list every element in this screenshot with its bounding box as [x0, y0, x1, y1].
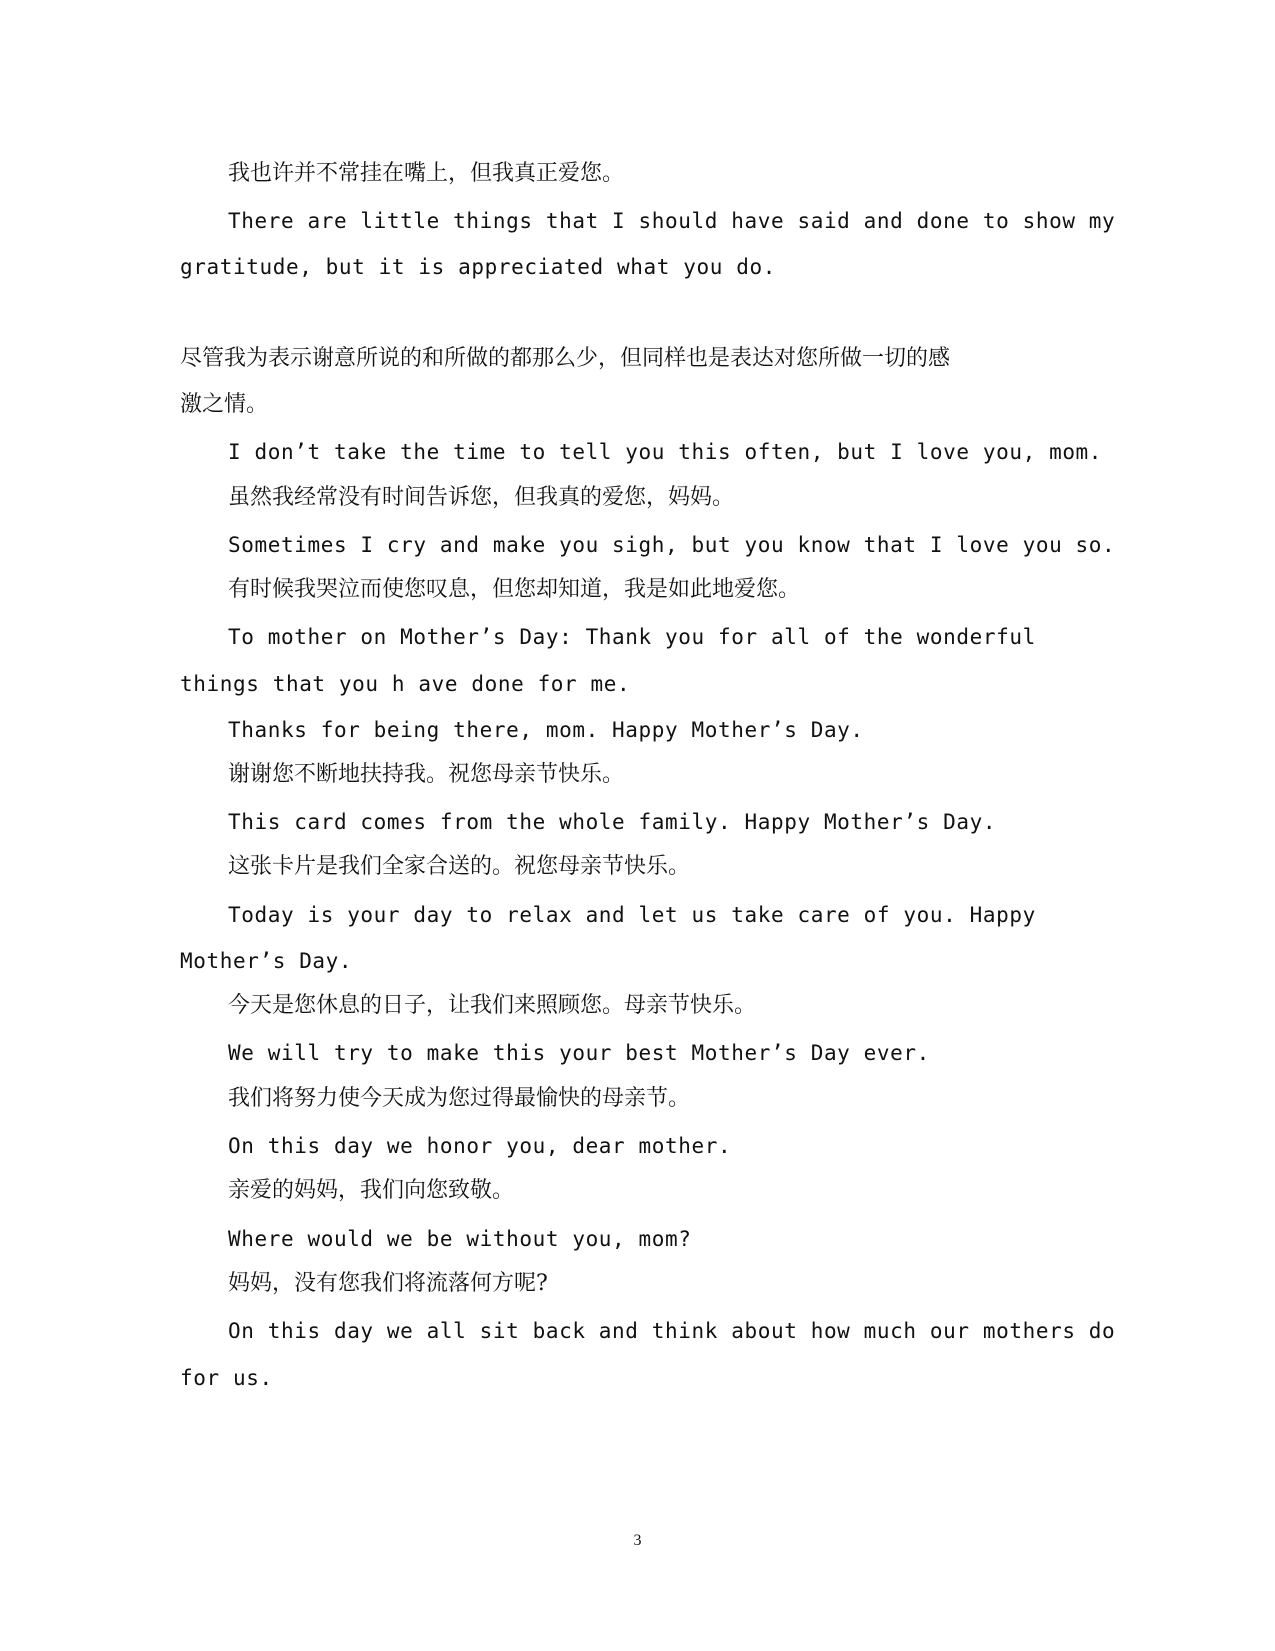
text-line: We will try to make this your best Mother’s Day ever. [228, 1041, 930, 1065]
text-line: 有时候我哭泣而使您叹息，但您却知道，我是如此地爱您。 [228, 577, 801, 602]
text-line: I don’t take the time to tell you this often, but I love you, mom. [228, 440, 1103, 464]
text-line: There are little things that I should have said and done to show my [228, 209, 1116, 233]
text-line: On this day we all sit back and think about how much our mothers do [228, 1319, 1116, 1343]
text-line: 这张卡片是我们全家合送的。祝您母亲节快乐。 [228, 854, 691, 879]
page-number: 3 [633, 1532, 642, 1549]
text-line: 亲爱的妈妈，我们向您致敬。 [228, 1178, 515, 1203]
text-line: Today is your day to relax and let us take care of you. Happy [228, 903, 1036, 927]
text-line: Where would we be without you, mom? [228, 1227, 692, 1251]
text-line: 我们将努力使今天成为您过得最愉快的母亲节。 [228, 1086, 691, 1111]
text-line: 虽然我经常没有时间告诉您，但我真的爱您，妈妈。 [228, 485, 735, 510]
text-line: gratitude, but it is appreciated what you do. [180, 255, 776, 279]
text-line: things that you h ave done for me. [180, 672, 631, 696]
text-line: 我也许并不常挂在嘴上，但我真正爱您。 [228, 161, 625, 186]
text-line: Thanks for being there, mom. Happy Mother’s Day. [228, 718, 864, 742]
text-line: 妈妈，没有您我们将流落何方呢? [228, 1271, 548, 1296]
text-line: for us. [180, 1366, 273, 1390]
text-line: Mother’s Day. [180, 949, 353, 973]
text-line: This card comes from the whole family. Happy Mother’s Day. [228, 810, 997, 834]
text-line: On this day we honor you, dear mother. [228, 1134, 732, 1158]
text-line: Sometimes I cry and make you sigh, but you know that I love you so. [228, 533, 1116, 557]
text-line: 尽管我为表示谢意所说的和所做的都那么少，但同样也是表达对您所做一切的感 [180, 346, 951, 371]
text-line: To mother on Mother’s Day: Thank you for all of the wonderful [228, 625, 1036, 649]
text-line: 今天是您休息的日子，让我们来照顾您。母亲节快乐。 [228, 993, 757, 1018]
text-line: 谢谢您不断地扶持我。祝您母亲节快乐。 [228, 762, 625, 787]
text-line: 激之情。 [180, 392, 269, 417]
